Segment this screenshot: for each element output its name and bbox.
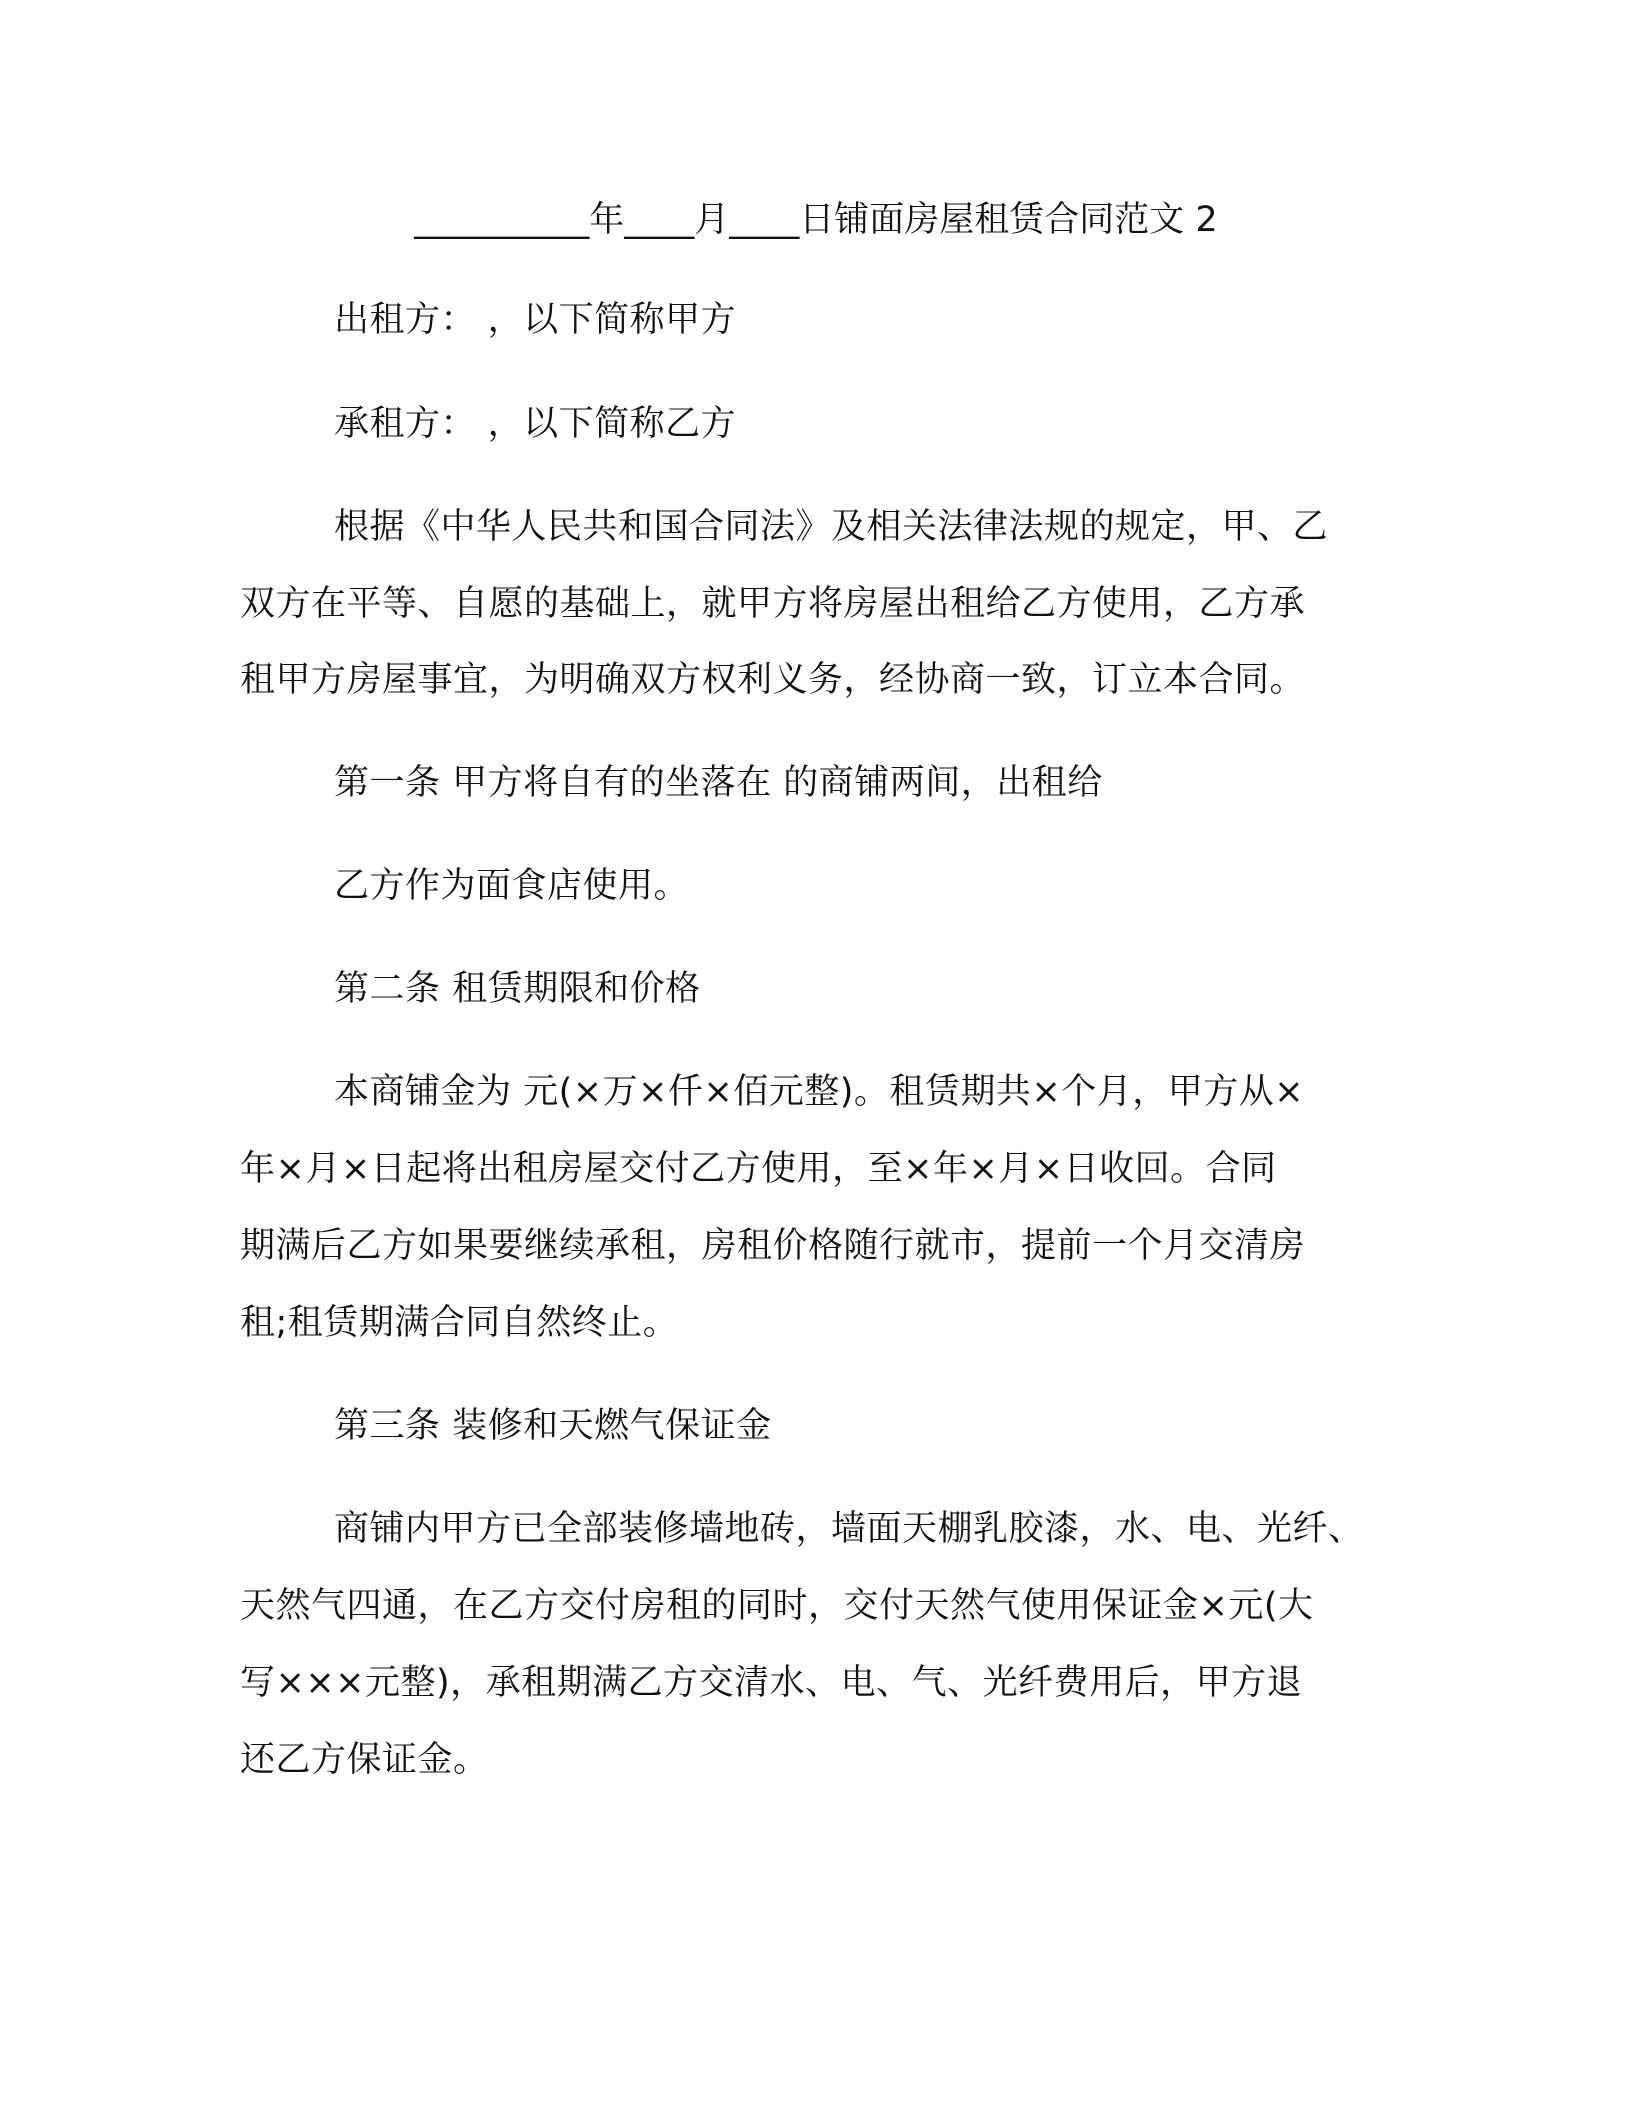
article-2-line-1: 本商铺金为 元(×万×仟×佰元整)。租赁期共×个月，甲方从× <box>334 1072 1305 1112</box>
preamble-line-3: 租甲方房屋事宜，为明确双方权利义务，经协商一致，订立本合同。 <box>240 660 1306 700</box>
lessee-line: 承租方： ，以下简称乙方 <box>334 404 737 444</box>
article-3-heading: 第三条 装修和天燃气保证金 <box>334 1406 772 1446</box>
article-1-line-1: 第一条 甲方将自有的坐落在 的商铺两间，出租给 <box>334 763 1103 803</box>
article-3-line-1: 商铺内甲方已全部装修墙地砖，墙面天棚乳胶漆，水、电、光纤、 <box>334 1509 1364 1549</box>
preamble-line-1: 根据《中华人民共和国合同法》及相关法律法规的规定，甲、乙 <box>334 507 1329 547</box>
preamble-line-2: 双方在平等、自愿的基础上，就甲方将房屋出租给乙方使用，乙方承 <box>240 584 1306 624</box>
document-title: __________年____月____日铺面房屋租赁合同范文 2 <box>414 200 1218 240</box>
article-3-line-2: 天然气四通，在乙方交付房租的同时，交付天然气使用保证金×元(大 <box>240 1586 1314 1626</box>
article-3-line-4: 还乙方保证金。 <box>240 1740 489 1780</box>
article-2-line-2: 年×月×日起将出租房屋交付乙方使用，至×年×月×日收回。合同 <box>240 1149 1277 1189</box>
lessor-line: 出租方： ，以下简称甲方 <box>334 300 737 340</box>
article-2-line-3: 期满后乙方如果要继续承租，房租价格随行就市，提前一个月交清房 <box>240 1226 1306 1266</box>
article-1-line-2: 乙方作为面食店使用。 <box>334 866 690 906</box>
article-2-line-4: 租;租赁期满合同自然终止。 <box>240 1303 679 1343</box>
article-3-line-3: 写×××元整)，承租期满乙方交清水、电、气、光纤费用后，甲方退 <box>240 1663 1303 1703</box>
article-2-heading: 第二条 租赁期限和价格 <box>334 969 701 1009</box>
